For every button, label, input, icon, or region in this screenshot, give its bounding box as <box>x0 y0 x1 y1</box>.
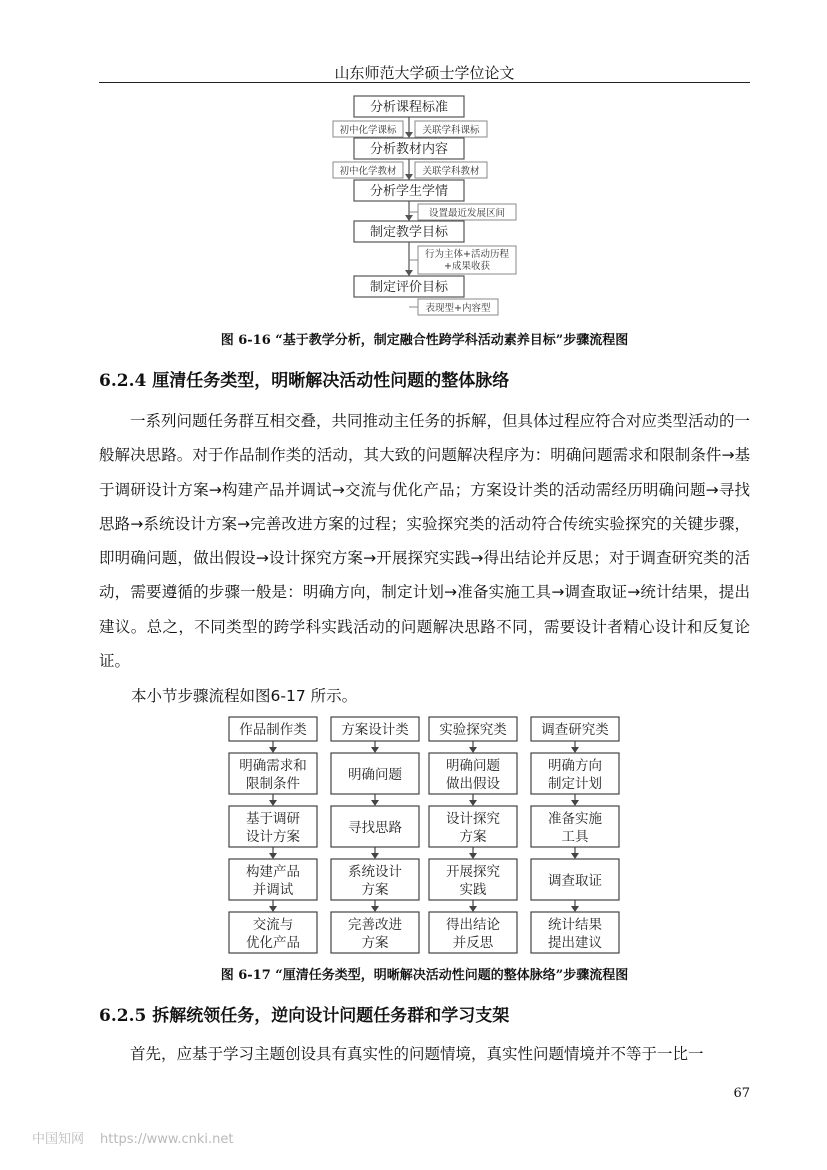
note-text: 表现型+内容型 <box>425 303 491 314</box>
figure-reference-line: 本小节步骤流程如图6-17 所示。 <box>131 687 358 705</box>
section-6-2-5-paragraph: 首先，应基于学习主题创设具有真实性的问题情境，真实性问题情境并不等于一比一 <box>130 1045 704 1063</box>
section-6-2-4-heading: 6.2.4 厘清任务类型，明晰解决活动性问题的整体脉络 <box>99 371 510 391</box>
step-label: 明确问题 <box>446 758 500 774</box>
step-label: 并反思 <box>452 935 494 951</box>
step-label: 开展探究 <box>446 864 500 880</box>
step-label: 明确方向 <box>548 758 602 774</box>
arrow-head <box>269 747 277 753</box>
step-label: 分析课程标准 <box>369 100 449 115</box>
step-label: 系统设计 <box>348 864 402 880</box>
step-label: 实践 <box>459 882 487 898</box>
note-text: 设置最近发展区间 <box>428 208 506 219</box>
step-label: 准备实施 <box>548 811 602 827</box>
note-text: +成果收获 <box>444 261 490 272</box>
step-label: 制定计划 <box>548 776 602 792</box>
column-header-label: 实验探究类 <box>439 722 507 738</box>
watermark-url: https://www.cnki.net <box>100 1132 234 1147</box>
section-6-2-4-paragraph: 一系列问题任务群互相交叠，共同推动主任务的拆解，但具体过程应符合对应类型活动的一般解决思路。对于作品制作类的活动，其大致的问题解决程序为：明确问题需求和限制条件→基于调研设计方案→构建产品并调试→交流与优化产品；方案设计类的活动需经历明确问题→寻找思路→系统设计方案→完善改进方案的过程；实验探究类的活动符合传统实验探究的关键步骤，即明确问题，做出假设→设计探究方案→开展探究实践→得出结论并反思；对于调查研究类的活动，需要遵循的步骤一般是：明确方向，制定计划→准备实施工具→调查取证→统计结果，提出建议。总之，不同类型的跨学科实践活动的问题解决思路不同，需要设计者精心设计和反复论证。 <box>99 412 751 671</box>
note-text: 关联学科课标 <box>422 125 480 136</box>
cnki-watermark <box>32 1128 249 1147</box>
arrow-head <box>371 906 379 912</box>
page-number: 67 <box>733 1086 750 1101</box>
arrow-head <box>371 747 379 753</box>
step-label: 提出建议 <box>548 935 602 951</box>
note-text: 行为主体+活动历程 <box>425 249 509 260</box>
step-label: 寻找思路 <box>348 820 402 836</box>
step-label: 基于调研 <box>246 811 300 827</box>
note-text: 初中化学课标 <box>339 125 397 136</box>
step-label: 调查取证 <box>548 873 602 889</box>
step-label: 统计结果 <box>548 917 602 933</box>
arrow-head <box>571 747 579 753</box>
step-label: 限制条件 <box>246 776 300 792</box>
step-label: 方案 <box>361 882 389 898</box>
step-label: 分析学生学情 <box>369 184 449 199</box>
step-label: 制定教学目标 <box>369 225 449 240</box>
step-label: 做出假设 <box>446 776 500 792</box>
step-label: 优化产品 <box>246 935 300 951</box>
arrow-head <box>269 906 277 912</box>
arrow-head <box>469 747 477 753</box>
note-text: 初中化学教材 <box>339 166 397 177</box>
step-label: 完善改进 <box>348 917 402 933</box>
arrow-head <box>269 853 277 859</box>
arrow-head <box>469 853 477 859</box>
step-label: 方案 <box>361 935 389 951</box>
step-label: 并调试 <box>252 882 294 898</box>
arrow-head <box>571 906 579 912</box>
arrow-head <box>469 800 477 806</box>
step-label: 得出结论 <box>446 917 500 933</box>
step-label: 分析教材内容 <box>369 142 449 157</box>
step-label: 工具 <box>561 829 589 845</box>
watermark-brand: 中国知网 <box>32 1132 85 1147</box>
figure-6-16-caption: 图 6-16 “基于教学分析，制定融合性跨学科活动素养目标”步骤流程图 <box>220 333 629 348</box>
step-label: 制定评价目标 <box>369 280 449 295</box>
arrow-head <box>571 800 579 806</box>
arrow-head <box>269 800 277 806</box>
step-label: 交流与 <box>252 917 294 933</box>
step-label: 明确需求和 <box>239 758 307 774</box>
step-label: 设计方案 <box>246 829 300 845</box>
column-header-label: 作品制作类 <box>239 722 307 738</box>
step-label: 方案 <box>459 829 487 845</box>
figure-6-17-caption: 图 6-17 “厘清任务类型，明晰解决活动性问题的整体脉络”步骤流程图 <box>220 968 629 983</box>
arrow-head <box>371 800 379 806</box>
note-text: 关联学科教材 <box>422 166 480 177</box>
arrow-head <box>371 853 379 859</box>
step-label: 构建产品 <box>246 864 300 880</box>
section-6-2-5-heading: 6.2.5 拆解统领任务，逆向设计问题任务群和学习支架 <box>99 1006 510 1026</box>
column-header-label: 方案设计类 <box>341 722 409 738</box>
column-header-label: 调查研究类 <box>541 722 609 738</box>
page-header-title: 山东师范大学硕士学位论文 <box>334 64 515 82</box>
arrow-head <box>571 853 579 859</box>
step-label: 明确问题 <box>348 767 402 783</box>
step-label: 设计探究 <box>446 811 500 827</box>
arrow-head <box>469 906 477 912</box>
